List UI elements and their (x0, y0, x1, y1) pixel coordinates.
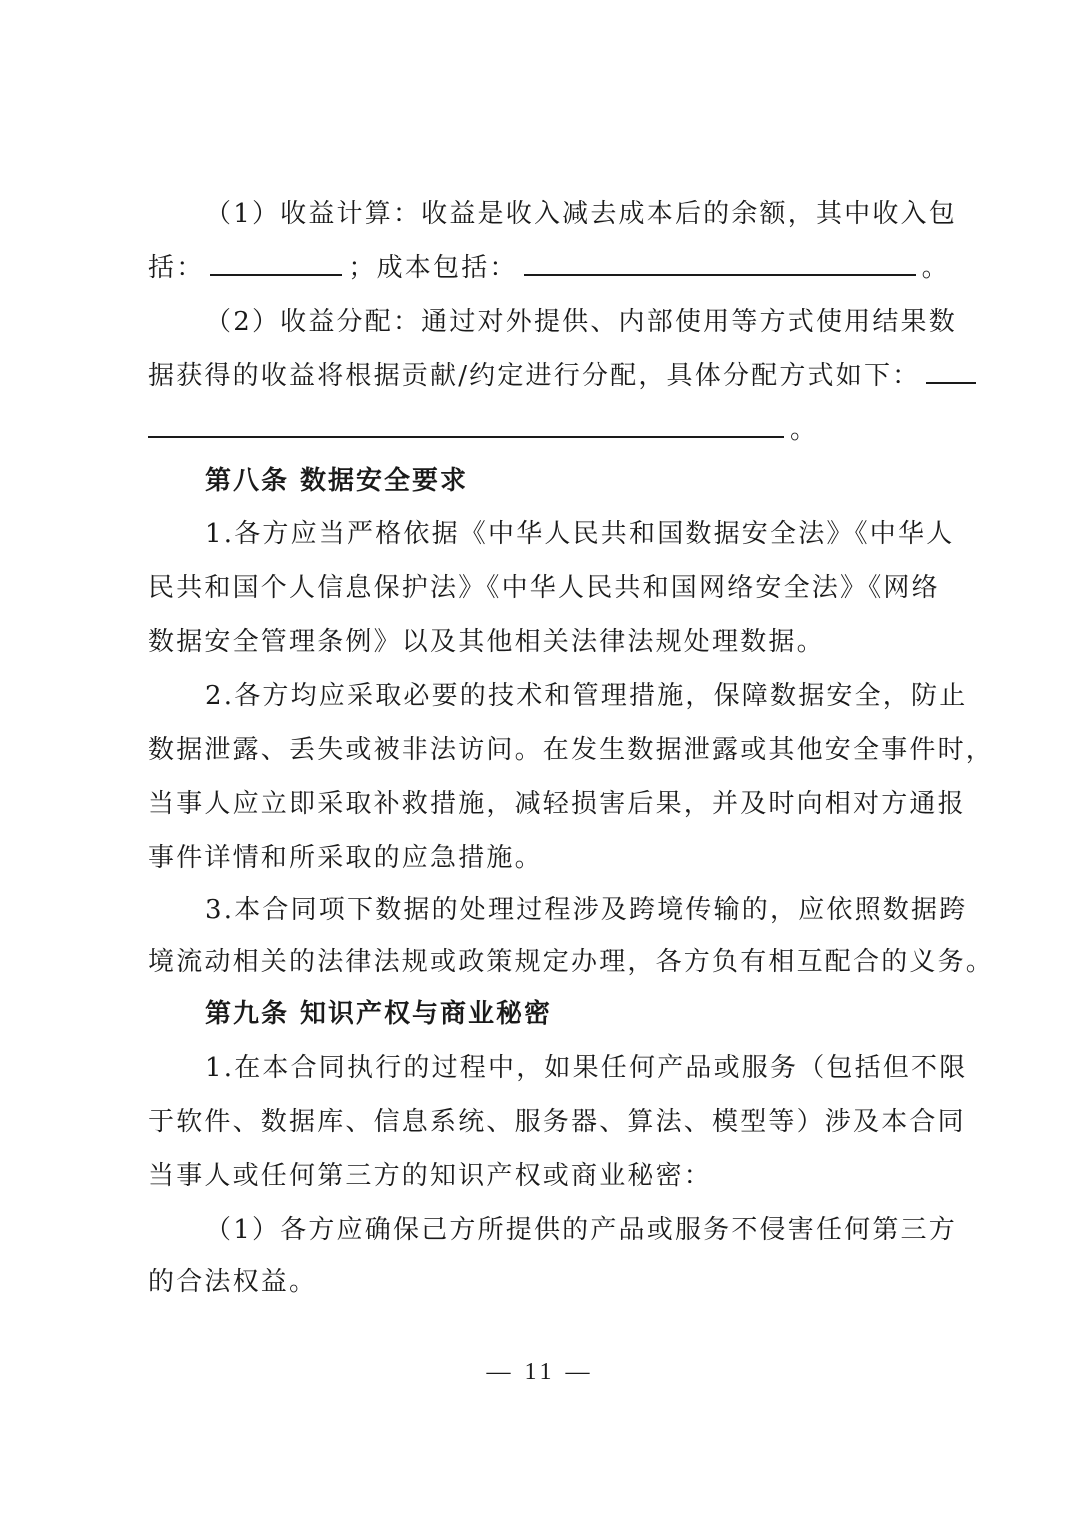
article-9-clause-1-line-1: 1.在本合同执行的过程中，如果任何产品或服务（包括但不限 (205, 1053, 968, 1083)
article-9-clause-1-item-1-line-1: （1）各方应确保己方所提供的产品或服务不侵害任何第三方 (205, 1215, 957, 1245)
article-9-clause-1-line-2: 于软件、数据库、信息系统、服务器、算法、模型等）涉及本合同 (148, 1107, 966, 1137)
article-8-heading: 第八条 数据安全要求 (205, 466, 469, 496)
article-8-clause-1-line-2: 民共和国个人信息保护法》《中华人民共和国网络安全法》《网络 (148, 573, 940, 603)
page-number: — 11 — (486, 1359, 594, 1385)
fill-in-blank-distribution[interactable] (148, 414, 784, 438)
article-8-clause-1-line-3: 数据安全管理条例》以及其他相关法律法规处理数据。 (148, 627, 825, 657)
fill-in-blank-cost[interactable] (524, 252, 916, 276)
fill-in-blank-income[interactable] (210, 252, 342, 276)
text-segment: 括： (148, 253, 205, 283)
paragraph-revenue-calculation-line-1: （1）收益计算：收益是收入减去成本后的余额，其中收入包 (205, 199, 957, 229)
text-segment: 。 (921, 253, 950, 283)
paragraph-revenue-distribution-line-2 (148, 358, 938, 394)
fill-in-blank-distribution-start[interactable] (926, 360, 976, 384)
paragraph-revenue-calculation-line-2 (148, 250, 950, 286)
article-8-clause-2-line-3: 当事人应立即采取补救措施，减轻损害后果，并及时向相对方通报 (148, 789, 966, 819)
text-segment: 据获得的收益将根据贡献/约定进行分配，具体分配方式如下： (148, 361, 921, 391)
text-segment: ；成本包括： (348, 253, 518, 283)
article-9-heading: 第九条 知识产权与商业秘密 (205, 999, 553, 1029)
article-9-clause-1-line-3: 当事人或任何第三方的知识产权或商业秘密： (148, 1161, 713, 1191)
article-8-clause-3-line-2: 境流动相关的法律法规或政策规定办理，各方负有相互配合的义务。 (148, 947, 995, 977)
article-9-clause-1-item-1-line-2: 的合法权益。 (148, 1267, 318, 1297)
article-8-clause-3-line-1: 3.本合同项下数据的处理过程涉及跨境传输的，应依照数据跨 (205, 895, 968, 925)
paragraph-revenue-distribution-line-3 (148, 412, 938, 448)
article-8-clause-2-line-4: 事件详情和所采取的应急措施。 (148, 843, 543, 873)
article-8-clause-1-line-1: 1.各方应当严格依据《中华人民共和国数据安全法》《中华人 (205, 519, 955, 549)
paragraph-revenue-distribution-line-1: （2）收益分配：通过对外提供、内部使用等方式使用结果数 (205, 307, 957, 337)
text-segment: 。 (790, 415, 819, 445)
article-8-clause-2-line-1: 2.各方均应采取必要的技术和管理措施，保障数据安全，防止 (205, 681, 968, 711)
article-8-clause-2-line-2: 数据泄露、丢失或被非法访问。在发生数据泄露或其他安全事件时， (148, 735, 995, 765)
